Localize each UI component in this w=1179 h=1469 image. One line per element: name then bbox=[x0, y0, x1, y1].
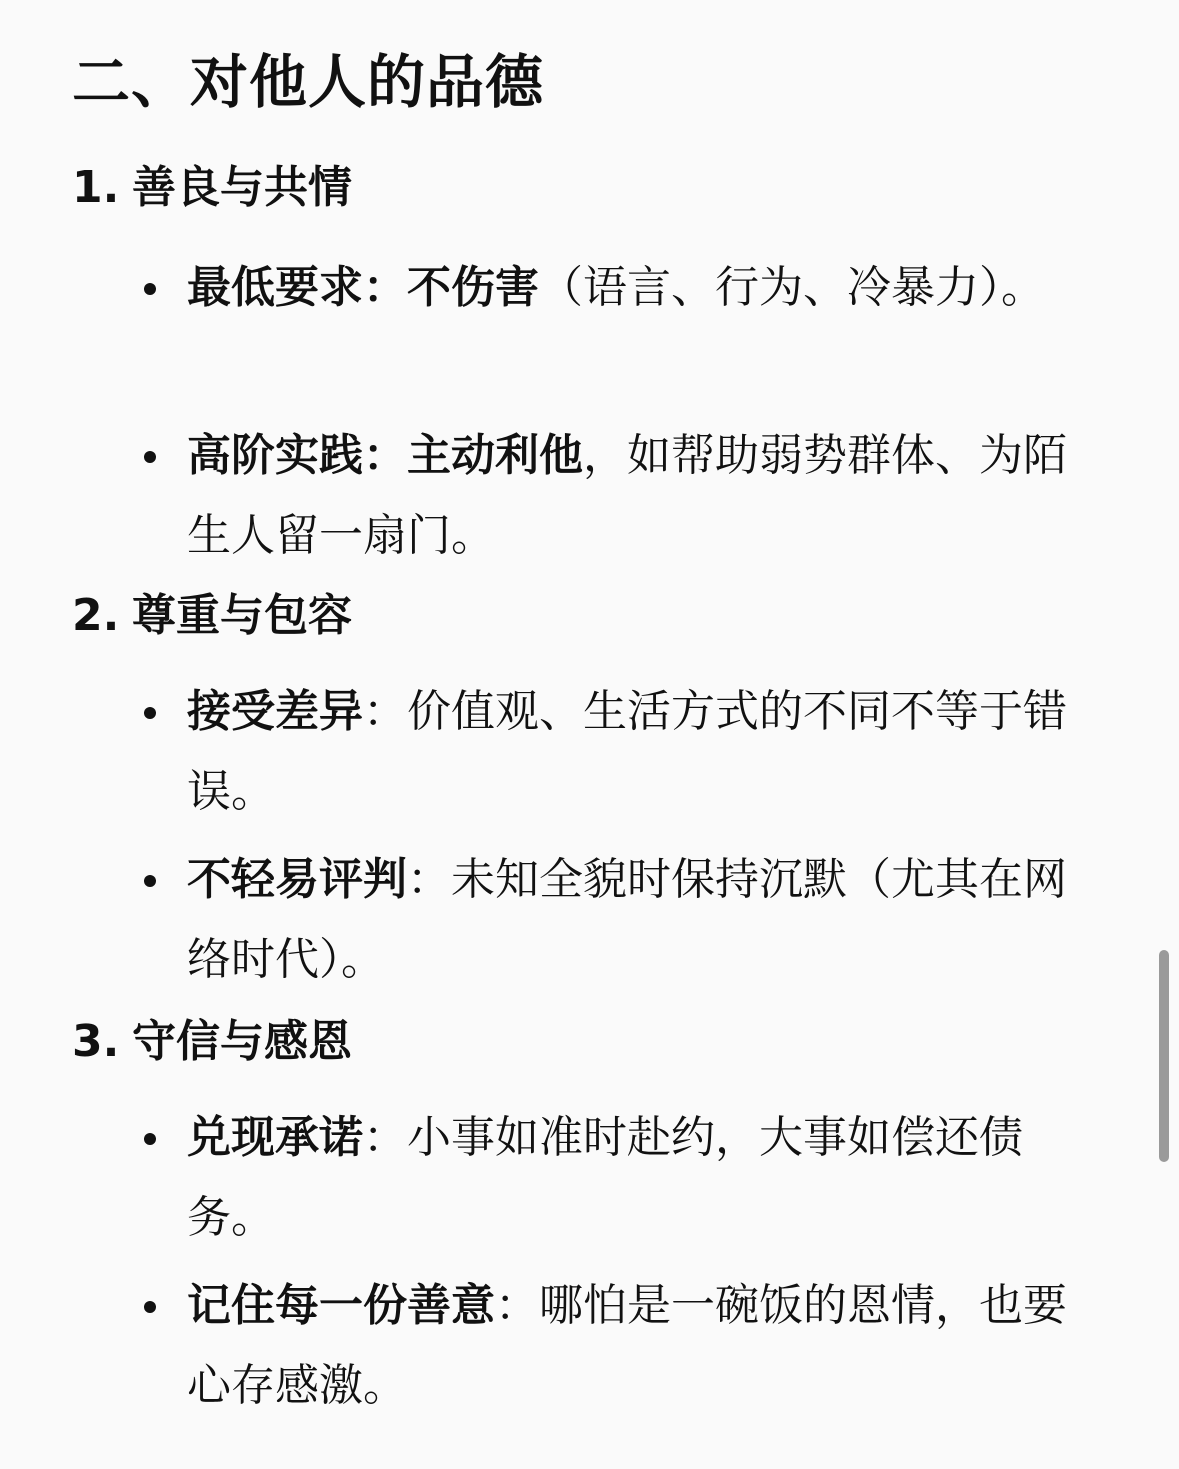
section-kindness bbox=[72, 160, 1112, 561]
list-item-label: 兑现承诺 bbox=[187, 1112, 363, 1163]
list-item-body: ：哪怕是一碗饭的恩情，也要心存感激。 bbox=[187, 1280, 1067, 1411]
list-item-label: 接受差异 bbox=[187, 686, 363, 737]
list-item-text bbox=[187, 416, 1102, 576]
section-heading bbox=[72, 160, 1112, 216]
bullet-icon bbox=[144, 1301, 156, 1313]
bullet-icon bbox=[144, 283, 156, 295]
list-item-label: 高阶实践： bbox=[187, 430, 407, 481]
list-item-body: ：未知全貌时保持沉默（尤其在网络时代）。 bbox=[187, 854, 1067, 985]
section-heading bbox=[72, 1014, 1112, 1070]
list-item-emphasis: 主动利他 bbox=[407, 430, 583, 481]
vertical-scrollbar[interactable] bbox=[1159, 950, 1169, 1162]
list-item-text bbox=[187, 840, 1102, 1000]
section-number: 3. bbox=[72, 1016, 120, 1067]
page-title: 二、对他人的品德 bbox=[72, 48, 545, 116]
list-item-emphasis: 不伤害 bbox=[407, 262, 539, 313]
list-item-text bbox=[187, 1266, 1102, 1426]
section-number: 1. bbox=[72, 162, 120, 213]
section-respect bbox=[72, 588, 1112, 985]
section-heading-text: 守信与感恩 bbox=[132, 1016, 352, 1067]
list-item-label: 记住每一份善意 bbox=[187, 1280, 495, 1331]
bullet-icon bbox=[144, 707, 156, 719]
section-trust bbox=[72, 1014, 1112, 1411]
bullet-icon bbox=[144, 451, 156, 463]
list-item-label: 最低要求： bbox=[187, 262, 407, 313]
bullet-icon bbox=[144, 1133, 156, 1145]
section-heading-text: 善良与共情 bbox=[132, 162, 352, 213]
list-item-label: 不轻易评判 bbox=[187, 854, 407, 905]
bullet-icon bbox=[144, 875, 156, 887]
section-number: 2. bbox=[72, 590, 120, 641]
list-item-text bbox=[187, 1098, 1102, 1258]
list-item-body: ：小事如准时赴约，大事如偿还债务。 bbox=[187, 1112, 1023, 1243]
section-heading bbox=[72, 588, 1112, 644]
list-item-text bbox=[187, 248, 1102, 328]
section-heading-text: 尊重与包容 bbox=[132, 590, 352, 641]
list-item-body: ：价值观、生活方式的不同不等于错误。 bbox=[187, 686, 1067, 817]
list-item-body: （语言、行为、冷暴力）。 bbox=[539, 262, 1045, 313]
list-item-body: ，如帮助弱势群体、为陌生人留一扇门。 bbox=[187, 430, 1067, 561]
list-item-text bbox=[187, 672, 1102, 832]
